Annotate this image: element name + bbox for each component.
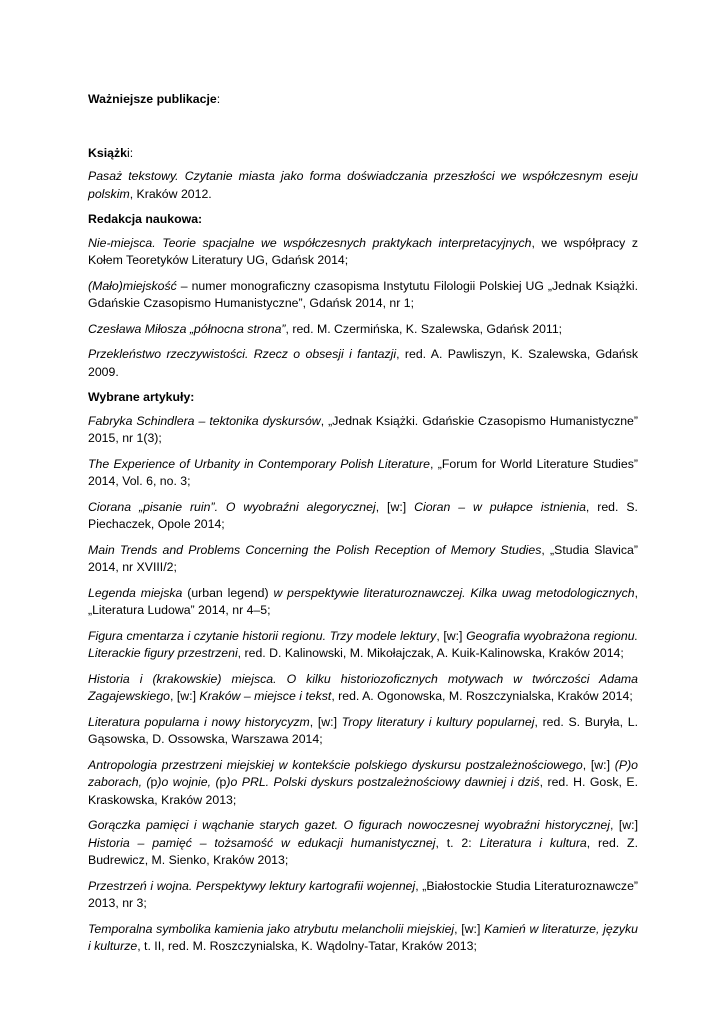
article-entry	[88, 714, 638, 749]
books-heading-rest: i:	[126, 145, 134, 160]
entry-title-segment: Gorączka pamięci i wąchanie starych gazet. O figurach nowoczesnej wyobraźni historycznej	[88, 818, 610, 832]
entry-title-segment: Legenda miejska	[88, 585, 183, 600]
entry-title-segment: Przekleństwo rzeczywistości. Rzecz o obsesji i fantazji	[88, 347, 397, 361]
entry-title-segment: Nie-miejsca. Teorie spacjalne we współczesnych praktykach interpretacyjnych	[88, 235, 532, 250]
entry-title-segment: Temporalna symbolika kamienia jako atrybutu melancholii miejskiej	[88, 921, 455, 936]
entry-title-segment: Historia i (krakowskie) miejsca. O kilku historiozoficznych motywach w twórczości Adama Zagajewskiego	[88, 671, 638, 703]
books-list	[88, 168, 638, 203]
entry-title-segment: Przestrzeń i wojna. Perspektywy lektury kartografii wojennej	[88, 878, 416, 893]
entry-text-segment: p	[150, 775, 158, 789]
entry-title-segment: Kamień w literaturze, języku i kulturze	[88, 921, 638, 953]
entry-text-segment: – numer monograficzny czasopisma Instytutu Filologii Polskiej UG „Jednak Książki. Gdańskie Czasopismo Humanistyczne”, Gdańsk 2014, nr 1;	[88, 278, 638, 310]
article-entry	[88, 878, 638, 913]
entry-title-segment: Pasaż tekstowy. Czytanie miasta jako forma doświadczania przeszłości we współczesnym eseju polskim	[88, 169, 638, 201]
entry-text-segment: , „Białostockie Studia Literaturoznawcze” 2013, nr 3;	[88, 878, 639, 910]
article-entry	[88, 671, 638, 706]
article-entry	[88, 757, 638, 810]
entry-text-segment: , [w:]	[170, 689, 200, 703]
entry-text-segment: , we współpracy z Kołem Teoretyków Literatury UG, Gdańsk 2014;	[88, 235, 638, 267]
editorial-heading: Redakcja naukowa:	[88, 212, 203, 226]
entry-text-segment: , Kraków 2012.	[129, 186, 212, 201]
page-title-bold: Ważniejsze publikacje	[88, 92, 217, 106]
entry-title-segment: Historia – pamięć – tożsamość w edukacji humanistycznej	[88, 835, 436, 850]
entry-text-segment: p	[219, 775, 227, 789]
entry-text-segment: , [w:]	[454, 921, 485, 936]
entry-title-segment: (Mało)miejskość	[88, 278, 177, 293]
editorial-entry	[88, 235, 638, 270]
entry-title-segment: Literatura popularna i nowy historycyzm	[88, 714, 310, 729]
entry-text-segment: , red. S. Piechaczek, Opole 2014;	[88, 499, 638, 531]
entry-title-segment: Geografia wyobrażona regionu. Literackie figury przestrzeni	[88, 628, 638, 660]
document-page	[88, 91, 638, 964]
entry-title-segment: The Experience of Urbanity in Contemporary Polish Literature	[88, 456, 430, 471]
entry-title-segment: Ciorana „pisanie ruin”. O wyobraźni alegorycznej	[88, 499, 376, 514]
entry-text-segment: , red. S. Buryła, L. Gąsowska, D. Ossowska, Warszawa 2014;	[88, 714, 638, 746]
page-title	[88, 91, 638, 109]
entry-text-segment: , red. A. Pawliszyn, K. Szalewska, Gdańsk 2009.	[88, 347, 638, 379]
entry-text-segment: , [w:]	[375, 499, 415, 514]
articles-list	[88, 413, 638, 956]
entry-title-segment: w perspektywie literaturoznawczej. Kilka uwag metodologicznych	[273, 585, 635, 600]
entry-text-segment: , [w:]	[309, 714, 342, 729]
entry-text-segment: , red. Z. Budrewicz, M. Sienko, Kraków 2013;	[88, 835, 638, 867]
entry-text-segment: , [w:]	[436, 628, 467, 643]
entry-text-segment: , „Jednak Książki. Gdańskie Czasopismo Humanistyczne” 2015, nr 1(3);	[88, 413, 638, 445]
article-entry	[88, 585, 638, 620]
editorial-entry	[88, 278, 638, 313]
entry-title-segment: Czesława Miłosza „północna strona”	[88, 321, 286, 336]
entry-text-segment: , „Literatura Ludowa” 2014, nr 4–5;	[88, 585, 638, 617]
article-entry	[88, 456, 638, 491]
books-heading-bold: Książk	[88, 145, 127, 160]
editorial-entry	[88, 346, 638, 381]
article-entry	[88, 542, 638, 577]
entry-text-segment: , „Forum for World Literature Studies” 2014, Vol. 6, no. 3;	[88, 456, 638, 488]
entry-text-segment: , red. H. Gosk, E. Kraskowska, Kraków 2013;	[88, 775, 639, 807]
article-entry	[88, 413, 638, 448]
article-entry	[88, 817, 638, 870]
book-entry	[88, 168, 638, 203]
entry-title-segment: Figura cmentarza i czytanie historii regionu. Trzy modele lektury	[88, 628, 437, 643]
books-heading	[88, 145, 638, 163]
entry-title-segment: )o PRL. Polski dyskurs postzależnościowy dawniej i dziś	[226, 775, 540, 789]
entry-text-segment: , t. 2:	[435, 835, 480, 850]
entry-title-segment: (P)o zaborach, (	[88, 757, 638, 789]
entry-text-segment: , [w:]	[582, 757, 615, 772]
entry-title-segment: )o wojnie, (	[157, 775, 220, 789]
entry-text-segment: , red. D. Kalinowski, M. Mikołajczak, A. Kuik-Kalinowska, Kraków 2014;	[237, 646, 624, 660]
article-entry	[88, 628, 638, 663]
editorial-list	[88, 235, 638, 382]
entry-text-segment: (urban legend)	[182, 585, 274, 600]
entry-title-segment: Cioran – w pułapce istnienia	[414, 499, 586, 514]
page-title-colon: :	[216, 92, 221, 106]
entry-title-segment: Antropologia przestrzeni miejskiej w kontekście polskiego dyskursu postzależnościowego	[88, 757, 583, 772]
entry-title-segment: Fabryka Schindlera – tektonika dyskursów	[88, 413, 321, 428]
articles-heading: Wybrane artykuły:	[88, 390, 195, 404]
entry-title-segment: Tropy literatury i kultury popularnej	[341, 714, 535, 729]
article-entry	[88, 921, 638, 956]
entry-text-segment: , [w:]	[610, 818, 638, 832]
entry-title-segment: Main Trends and Problems Concerning the Polish Reception of Memory Studies	[88, 542, 542, 557]
entry-title-segment: Kraków – miejsce i tekst	[199, 689, 332, 703]
entry-text-segment: , red. M. Czermińska, K. Szalewska, Gdańsk 2011;	[285, 321, 563, 336]
entry-text-segment: , „Studia Slavica” 2014, nr XVIII/2;	[88, 542, 638, 574]
entry-text-segment: , t. II, red. M. Roszczynialska, K. Wądolny-Tatar, Kraków 2013;	[137, 939, 477, 953]
entry-title-segment: Literatura i kultura	[479, 835, 587, 850]
editorial-entry	[88, 321, 638, 339]
article-entry	[88, 499, 638, 534]
entry-text-segment: , red. A. Ogonowska, M. Roszczynialska, Kraków 2014;	[331, 689, 633, 703]
